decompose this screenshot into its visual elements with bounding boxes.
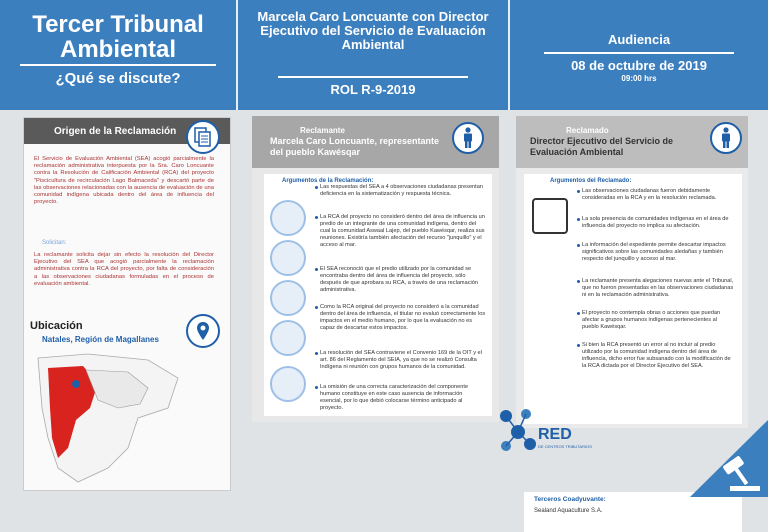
respondent-name: Director Ejecutivo del Servicio de Evaluación Ambiental — [530, 136, 674, 157]
claimant-header — [252, 116, 499, 168]
hearing-time: 09:00 hrs — [621, 74, 657, 83]
scroll-icon — [270, 366, 306, 402]
third-parties-box — [524, 492, 742, 532]
third-parties-name: Sealand Aquaculture S.A. — [534, 508, 603, 514]
case-rol: ROL R-9-2019 — [330, 82, 416, 97]
request-body: La reclamante solicita dejar sin efecto la resolución del Director Ejecutivo del SEA que acogió parcialmente la reclamación administrativa contra la RCA del proyecto, por falta de consideración a las observaciones ciudadanas formuladas en el proceso de evaluación ambiental. — [34, 252, 214, 287]
location-heading: Ubicación — [30, 320, 83, 332]
header-hearing-column — [510, 0, 768, 110]
origin-title: Origen de la Reclamación — [24, 118, 230, 144]
list-item: La sola presencia de comunidades indígenas en el área de influencia del proyecto no implica su afectación. — [582, 216, 734, 230]
logo-name: RED — [538, 426, 572, 443]
list-item: El proyecto no contempla obras o acciones que puedan afectar a grupos humanos indígenas pertenecientes al pueblo Kawésqar. — [582, 310, 734, 331]
location-pin-icon — [186, 314, 220, 348]
network-icon — [498, 406, 538, 456]
divider — [278, 76, 468, 78]
respondent-args-title: Argumentos del Reclamado: — [550, 178, 632, 184]
claimant-arguments — [264, 174, 492, 416]
gavel-corner — [690, 420, 768, 497]
header-banner — [0, 0, 768, 110]
gavel-icon — [690, 420, 768, 497]
respondent-arguments — [524, 174, 742, 424]
road-icon — [270, 280, 306, 316]
documents-icon — [186, 120, 220, 154]
case-parties: Marcela Caro Loncuante con Director Ejecutivo del Servicio de Evaluación Ambiental — [257, 9, 489, 52]
divider — [20, 64, 216, 66]
page-subtitle: ¿Qué se discute? — [55, 70, 181, 87]
list-item: La RCA del proyecto no consideró dentro del área de influencia un predio de un integrante de una comunidad indígena, dentro del cual la comunidad Aswaal Lajep, del pueblo Kawésqar, realiza sus reuniones. Existiría también afectación del recurso "junquillo" y el acceso al mar. — [320, 214, 485, 248]
checklist-icon — [532, 198, 568, 234]
claimant-args-title: Argumentos de la Reclamación: — [282, 178, 374, 184]
region-map — [28, 348, 208, 488]
respondent-label: Reclamado — [566, 126, 609, 135]
list-item: Si bien la RCA presentó un error al no incluir al predio utilizado por la comunidad indígena dentro del área de influencia, dicho error fue subsanado con la modificación de la RCA dictada por el Director Ejecutivo del SEA. — [582, 342, 734, 370]
hearing-date: 08 de octubre de 2019 — [571, 58, 707, 73]
list-item: Las respuestas del SEA a 4 observaciones ciudadanas presentan deficiencia en la sistematización y respuesta técnica. — [320, 184, 486, 198]
claimant-card — [252, 116, 499, 422]
list-item: Las observaciones ciudadanas fueron debidamente consideradas en la RCA y en la resolución reclamada. — [582, 188, 734, 202]
list-item: La resolución del SEA contraviene el Convenio 169 de la OIT y el art. 86 del Reglamento del SEIA, ya que no se realizó Consulta Indígena ni reunión con grupos humanos de la comunidad. — [320, 350, 486, 371]
list-item: La omisión de una correcta caracterización del componente humano constituye en este caso ausencia de información esencial, por lo que debió colocarse término anticipado al proyecto. — [320, 384, 486, 412]
origin-body: El Servicio de Evaluación Ambiental (SEA) acogió parcialmente la reclamación administrativa interpuesta por la Sra. Caro Loncuante contra la Resolución de Calificación Ambiental (RCA) del proyecto "Piscicultura de recirculación Lago Balmaceda" y descartó parte de las observaciones relacionadas con la ausencia de evaluación de una comunidad indígena ubicada dentro del área de influencia del proyecto. — [34, 156, 214, 206]
document-review-icon — [270, 320, 306, 356]
speech-person-icon — [270, 200, 306, 236]
group-icon — [532, 334, 568, 370]
map-marker-icon — [270, 240, 306, 276]
community-icon — [532, 244, 568, 280]
list-item: El SEA reconoció que el predio utilizado por la comunidad se encontraba dentro del área de influencia del proyecto, sólo después de que aprobara su RCA, a través de una reclamación administrativa. — [320, 266, 486, 294]
list-item: Como la RCA original del proyecto no consideró a la comunidad dentro del área de influencia, el titular no evaluó correctamente los impactos en el medio humano, por lo que la evaluación no es capaz de descartar estos impactos. — [320, 304, 486, 331]
presentation-icon — [532, 292, 568, 328]
claimant-name: Marcela Caro Loncuante, representante del pueblo Kawésqar — [270, 136, 440, 157]
logo-tagline: DE CENTROS TRIBUTARIOS — [538, 444, 592, 449]
location-name: Natales, Región de Magallanes — [42, 335, 159, 344]
person-icon — [710, 122, 742, 154]
list-item: La información del expediente permite descartar impactos significativos sobre las comunidades aledañas y también respecto del junquillo y acceso al mar. — [582, 242, 734, 263]
person-icon — [452, 122, 484, 154]
respondent-header — [516, 116, 748, 168]
request-label: Solicitan: — [42, 240, 67, 246]
header-title-column — [0, 0, 236, 110]
page-title: Tercer Tribunal Ambiental — [32, 11, 204, 63]
header-parties-column — [238, 0, 508, 110]
divider — [544, 52, 734, 54]
claimant-label: Reclamante — [300, 126, 345, 135]
third-parties-label: Terceros Coadyuvante: — [534, 496, 606, 503]
hearing-label: Audiencia — [607, 32, 671, 47]
red-logo — [498, 404, 608, 464]
list-item: La reclamante presenta alegaciones nuevas ante el Tribunal, que no fueron presentadas en las observaciones ciudadanas ni en la reclamación administrativa. — [582, 278, 734, 298]
